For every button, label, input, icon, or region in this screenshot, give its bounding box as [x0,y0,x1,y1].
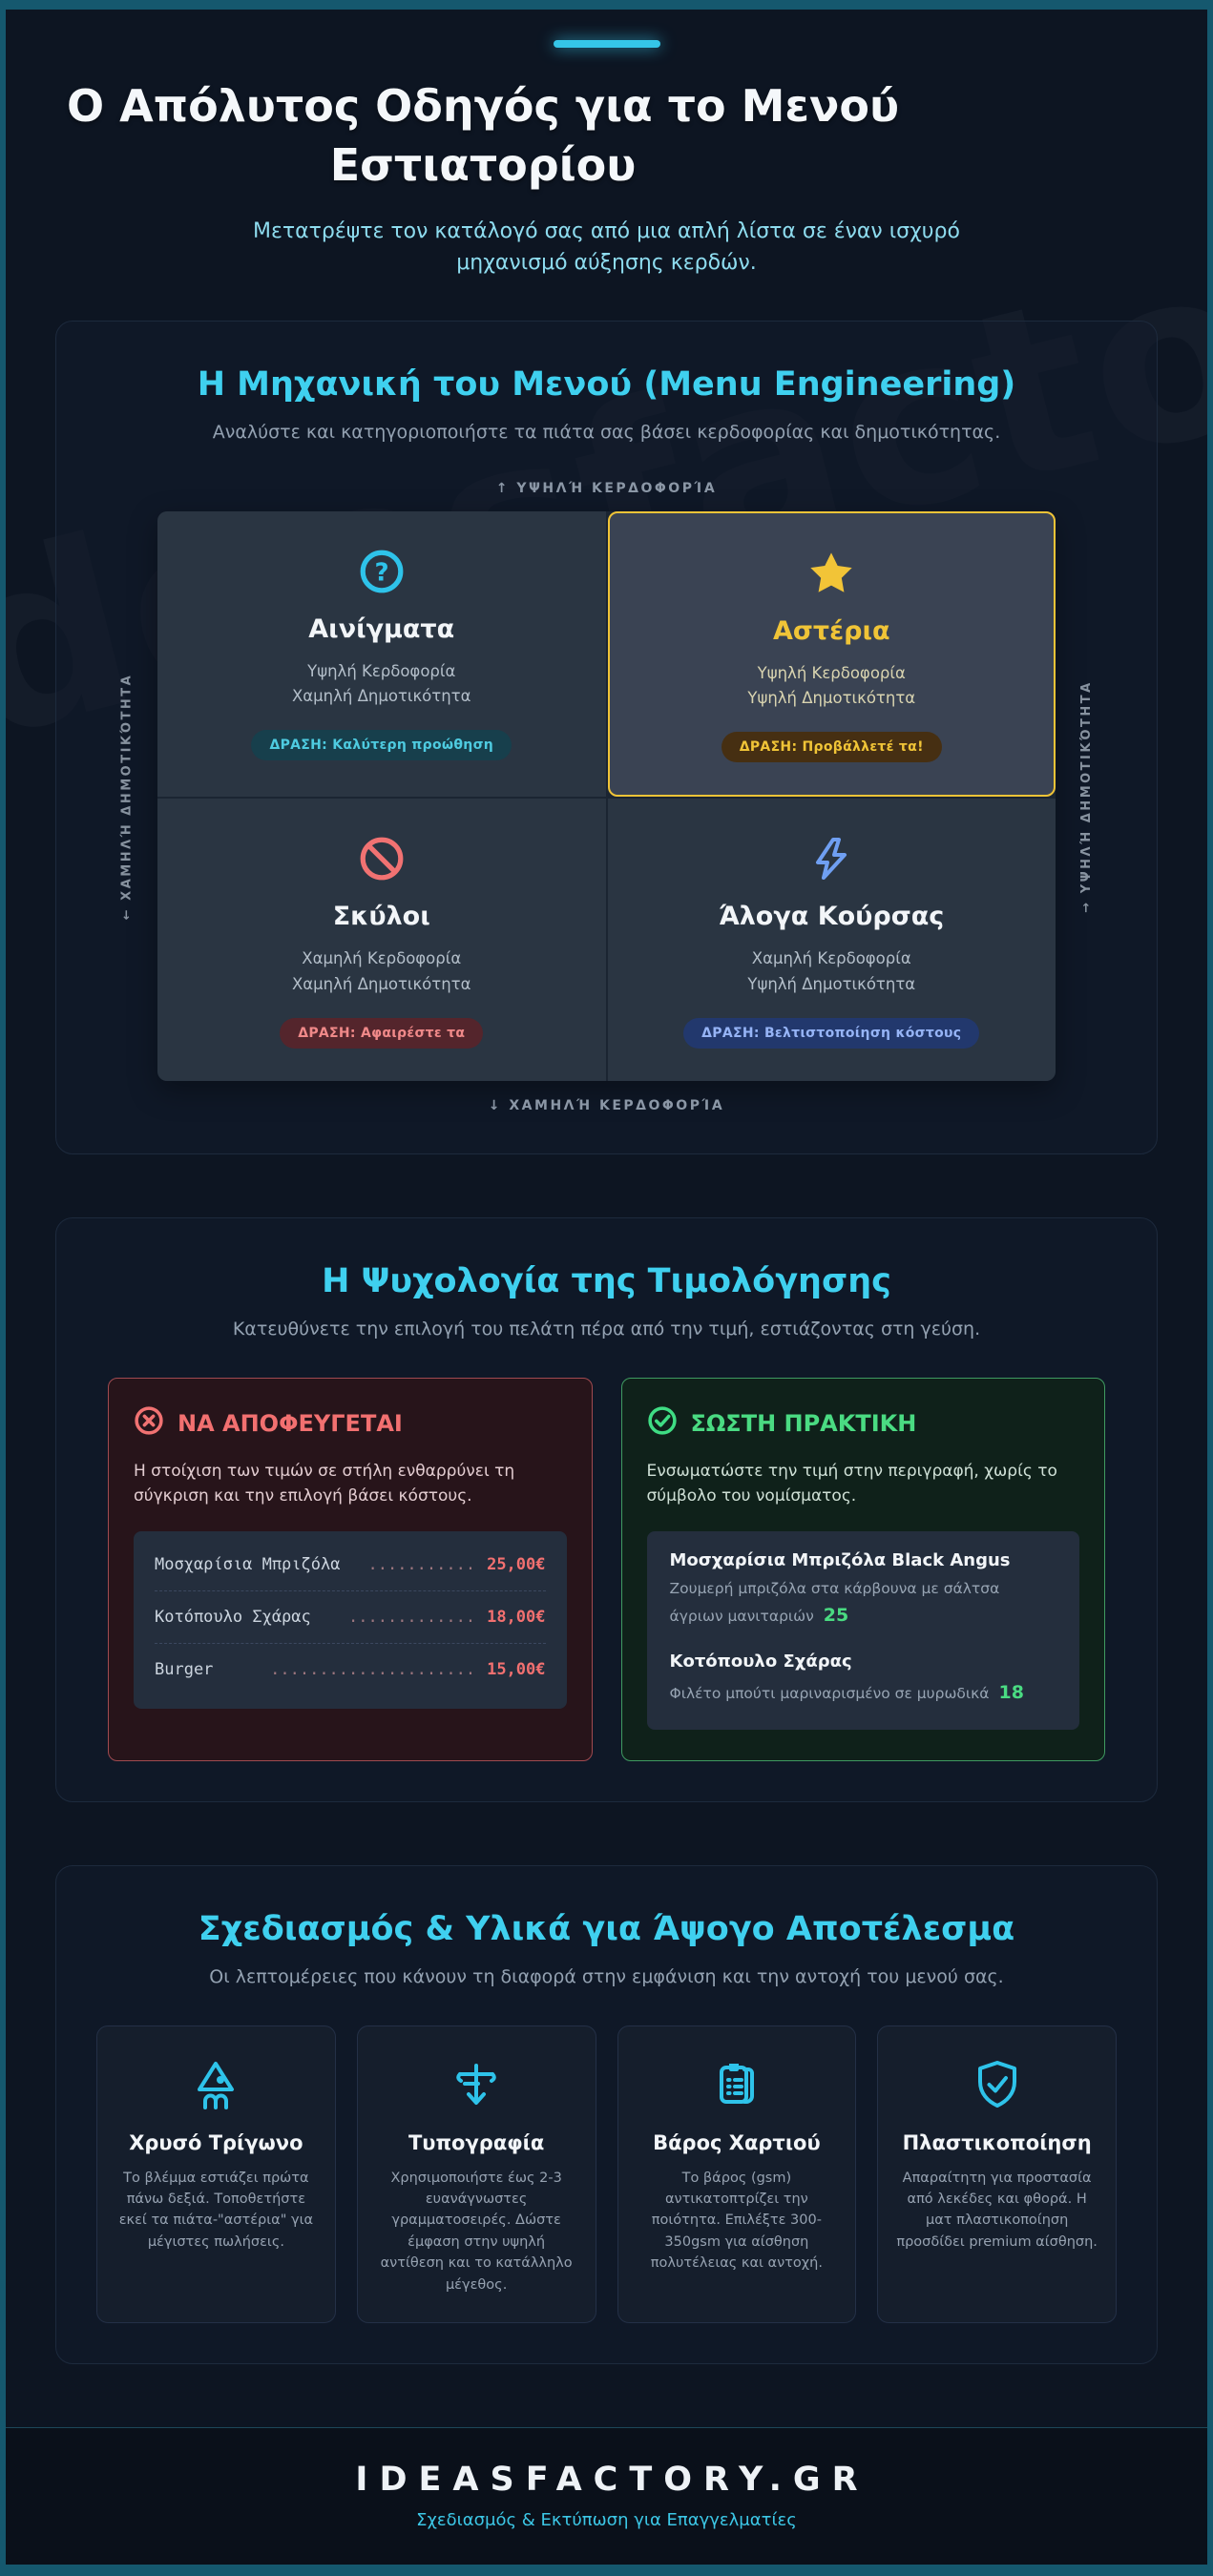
footer [6,2427,1207,2565]
section-title: Σχεδιασμός & Υλικά για Άψογο Αποτέλεσμα [198,1910,1015,1949]
axis-label-high-profit: ↑ ΥΨΗΛΉ ΚΕΡΔΟΦΟΡΊΑ [495,480,718,496]
section-design-materials [55,1865,1158,2364]
card-paper-weight [617,2025,857,2324]
section-subtitle: Κατευθύνετε την επιλογή του πελάτη πέρα από την τιμή, εστιάζοντας στη γεύση. [232,1319,981,1340]
quadrant-title: Αστέρια [772,615,890,646]
card-title: Πλαστικοποίηση [902,2130,1092,2154]
dish-price: 25,00€ [487,1555,546,1575]
quadrant-plow-horses [608,799,1056,1081]
quadrant-trait: Υψηλή Κερδοφορία [757,663,906,682]
x-circle-icon [134,1405,164,1442]
section-title: Η Ψυχολογία της Τιμολόγησης [322,1262,891,1301]
ban-icon [180,833,583,884]
svg-text:?: ? [374,558,389,588]
card-text: Απαραίτητη για προστασία από λεκέδες και φθορά. Η ματ πλαστικοποίηση προσδίδει premium αίσθηση. [896,2170,1098,2250]
design-cards [96,2025,1117,2324]
dot-leader: ..................... [270,1660,476,1680]
typography-icon [375,2057,578,2112]
axis-label-high-popularity: → ΥΨΗΛΉ ΔΗΜΟΤΙΚΌΤΗΤΑ [1078,680,1094,914]
quadrant-dogs [157,799,606,1081]
dot-leader: ........... [367,1555,476,1575]
action-badge: ΔΡΑΣΗ: Βελτιστοποίηση κόστους [683,1018,979,1049]
dot-leader: ............. [348,1608,476,1628]
dish-name: Κοτόπουλο Σχάρας [155,1608,311,1628]
dish-name: Μοσχαρίσια Μπριζόλα Black Angus [669,1550,1011,1571]
footer-tagline: Σχεδιασμός & Εκτύπωση για Επαγγελματίες [416,2510,797,2531]
quadrant-stars [608,511,1056,798]
menu-item [670,1652,1057,1707]
page-title: Ο Απόλυτος Οδηγός για το Μενού Εστιατορίου [66,80,900,192]
dish-description-text: Φιλέτο μπούτι μαριναρισμένο σε μυρωδικά [669,1684,990,1702]
good-practice-card [621,1378,1106,1761]
card-typography [357,2025,596,2324]
dish-price: 18,00€ [487,1608,546,1628]
section-subtitle: Οι λεπτομέρειες που κάνουν τη διαφορά στην εμφάνιση και την αντοχή του μενού σας. [209,1966,1004,1988]
quadrant-title: Αινίγματα [308,613,455,644]
quadrant-puzzles [157,511,606,798]
bad-menu-example [134,1531,567,1709]
dish-name: Burger [155,1660,214,1680]
avoid-heading-row [134,1405,567,1442]
dish-description [670,1678,1057,1707]
dish-description [670,1577,1057,1630]
dish-price: 25 [823,1605,849,1627]
menu-row [155,1539,546,1590]
dish-price: 15,00€ [487,1660,546,1680]
section-title: Η Μηχανική του Μενού (Menu Engineering) [197,365,1016,405]
dish-price: 18 [998,1681,1024,1703]
quadrant-trait: Χαμηλή Δημοτικότητα [292,687,471,706]
good-menu-example [647,1531,1080,1730]
good-description: Ενσωματώστε την τιμή στην περιγραφή, χωρίς το σύμβολο του νομίσματος. [646,1461,1057,1506]
section-pricing-psychology [55,1217,1158,1802]
question-circle-icon [180,546,583,597]
section-subtitle: Αναλύστε και κατηγοριοποιήστε τα πιάτα σας βάσει κερδοφορίας και δημοτικότητας. [212,422,1001,444]
axis-label-low-profit: ↓ ΧΑΜΗΛΉ ΚΕΡΔΟΦΟΡΊΑ [488,1098,725,1114]
menu-matrix [96,481,1117,1114]
card-text: Το βλέμμα εστιάζει πρώτα πάνω δεξιά. Τοποθετήστε εκεί τα πιάτα-"αστέρια" για μέγιστες πωλήσεις. [118,2170,314,2250]
quadrant-trait: Υψηλή Δημοτικότητα [747,689,916,708]
card-title: Χρυσό Τρίγωνο [129,2130,303,2154]
paper-weight-icon [636,2057,839,2112]
card-text: Χρησιμοποιήστε έως 2-3 ευανάγνωστες γραμματοσειρές. Δώστε έμφαση στην υψηλή αντίθεση και το κατάλληλο μέγεθος. [380,2170,573,2293]
check-circle-icon [647,1405,678,1442]
menu-item [670,1550,1057,1630]
menu-row [155,1643,546,1695]
matrix-grid [157,511,1056,1082]
quadrant-trait: Χαμηλή Κερδοφορία [302,949,462,968]
dish-name: Μοσχαρίσια Μπριζόλα [155,1555,341,1575]
menu-row [155,1590,546,1643]
dish-description-text: Ζουμερή μπριζόλα στα κάρβουνα με σάλτσα άγριων μανιταριών [669,1580,1000,1626]
page-subtitle: Μετατρέψτε τον κατάλογό σας από μια απλή λίστα σε έναν ισχυρό μηχανισμό αύξησης κερδών. [253,219,960,276]
dish-name: Κοτόπουλο Σχάρας [669,1651,852,1672]
action-badge: ΔΡΑΣΗ: Προβάλλετέ τα! [722,732,942,762]
quadrant-title: Άλογα Κούρσας [719,902,945,932]
lamination-shield-icon [895,2057,1098,2112]
pricing-comparison [96,1378,1117,1761]
card-text: Το βάρος (gsm) αντικατοπτρίζει την ποιότητα. Επιλέξτε 300-350gsm για αίσθηση πολυτέλειας και αντοχή. [650,2170,823,2272]
avoid-heading: ΝΑ ΑΠΟΦΕΥΓΕΤΑΙ [178,1409,403,1437]
good-heading-row [647,1405,1080,1442]
good-heading: ΣΩΣΤΗ ΠΡΑΚΤΙΚΗ [690,1409,917,1437]
card-title: Τυπογραφία [408,2130,545,2154]
axis-label-low-popularity: ← ΧΑΜΗΛΉ ΔΗΜΟΤΙΚΌΤΗΤΑ [119,674,135,921]
quadrant-trait: Υψηλή Δημοτικότητα [747,974,916,993]
avoid-description: Η στοίχιση των τιμών σε στήλη ενθαρρύνει τη σύγκριση και την επιλογή βάσει κόστους. [134,1461,515,1506]
header [6,10,1207,321]
quadrant-trait: Χαμηλή Δημοτικότητα [292,974,471,993]
quadrant-trait: Υψηλή Κερδοφορία [307,661,456,680]
action-badge: ΔΡΑΣΗ: Αφαιρέστε τα [280,1018,483,1049]
quadrant-title: Σκύλοι [332,902,430,932]
card-golden-triangle [96,2025,336,2324]
card-title: Βάρος Χαρτιού [653,2130,821,2154]
avoid-card [108,1378,593,1761]
card-lamination [877,2025,1117,2324]
lightning-icon [631,833,1034,884]
golden-triangle-icon [115,2057,318,2112]
section-menu-engineering [55,321,1158,1154]
quadrant-trait: Χαμηλή Κερδοφορία [751,949,911,968]
footer-brand: IDEASFACTORY.GR [355,2461,869,2500]
action-badge: ΔΡΑΣΗ: Καλύτερη προώθηση [251,730,512,760]
star-icon [633,548,1032,599]
accent-bar [554,40,660,48]
